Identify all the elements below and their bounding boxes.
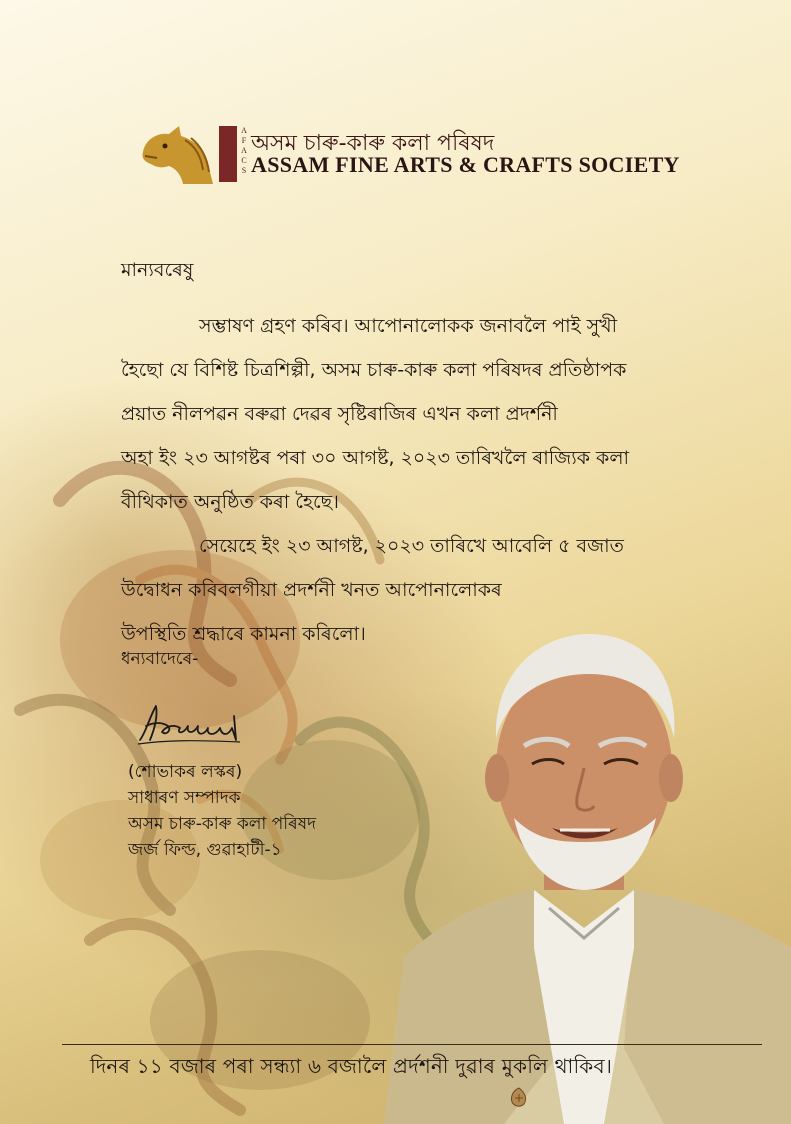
letter-line: সেয়েহে ইং ২৩ আগষ্ট, ২০২৩ তাৰিখে আবেলি ৫ বজাত (199, 535, 624, 557)
signatory-address: জৰ্জ ফিল্ড, গুৱাহাটী-১ (128, 840, 282, 860)
letter-line: উপস্থিতি শ্ৰদ্ধাৰে কামনা কৰিলো। (121, 623, 366, 645)
signatory-block (128, 759, 316, 863)
letter-line: উদ্বোধন কৰিবলগীয়া প্ৰদৰ্শনী খনত আপোনালোকৰ (121, 579, 502, 601)
org-name-assamese: অসম চাৰু-কাৰু কলা পৰিষদ (251, 131, 495, 156)
signatory-name: (শোভাকৰ লস্কৰ) (128, 762, 243, 782)
logo-bar (219, 126, 237, 182)
letter-line: বীথিকাত অনুষ্ঠিত কৰা হৈছে। (121, 491, 339, 513)
horse-head-logo-icon (135, 122, 219, 186)
org-name-english: ASSAM FINE ARTS & CRAFTS SOCIETY (251, 152, 680, 177)
closing-text: ধন্যবাদেৰে- (121, 649, 199, 669)
handwritten-signature (136, 696, 266, 748)
logo-afacs-text: A F A C S (241, 126, 247, 175)
salutation: মান্যবৰেষু (121, 259, 194, 281)
flower-ornament-icon (506, 1086, 532, 1108)
footer-divider (62, 1044, 762, 1045)
letter-line: হৈছো যে বিশিষ্ট চিত্ৰশিল্পী, অসম চাৰু-কাৰু কলা পৰিষদৰ প্ৰতিষ্ঠাপক (121, 359, 627, 381)
letter-line: অহা ইং ২৩ আগষ্টৰ পৰা ৩০ আগষ্ট, ২০২৩ তাৰিখলৈ ৰাজ্যিক কলা (121, 447, 630, 469)
header (135, 122, 680, 186)
letter-body (121, 256, 761, 656)
letter-line: সম্ভাষণ গ্ৰহণ কৰিব। আপোনালোকক জনাবলৈ পাই সুখী (199, 315, 618, 337)
footer-note: দিনৰ ১১ বজাৰ পৰা সন্ধ্যা ৬ বজালৈ প্ৰৰ্দশনী দুৱাৰ মুকলি থাকিব। (90, 1054, 613, 1078)
signatory-designation: সাধাৰণ সম্পাদক (128, 788, 241, 808)
signatory-organization: অসম চাৰু-কাৰু কলা পৰিষদ (128, 814, 317, 834)
letter-line: প্ৰয়াত নীলপৱন বৰুৱা দেৱৰ সৃষ্টিৰাজিৰ এখন কলা প্ৰদৰ্শনী (121, 403, 558, 425)
portrait-photo (384, 628, 791, 1124)
